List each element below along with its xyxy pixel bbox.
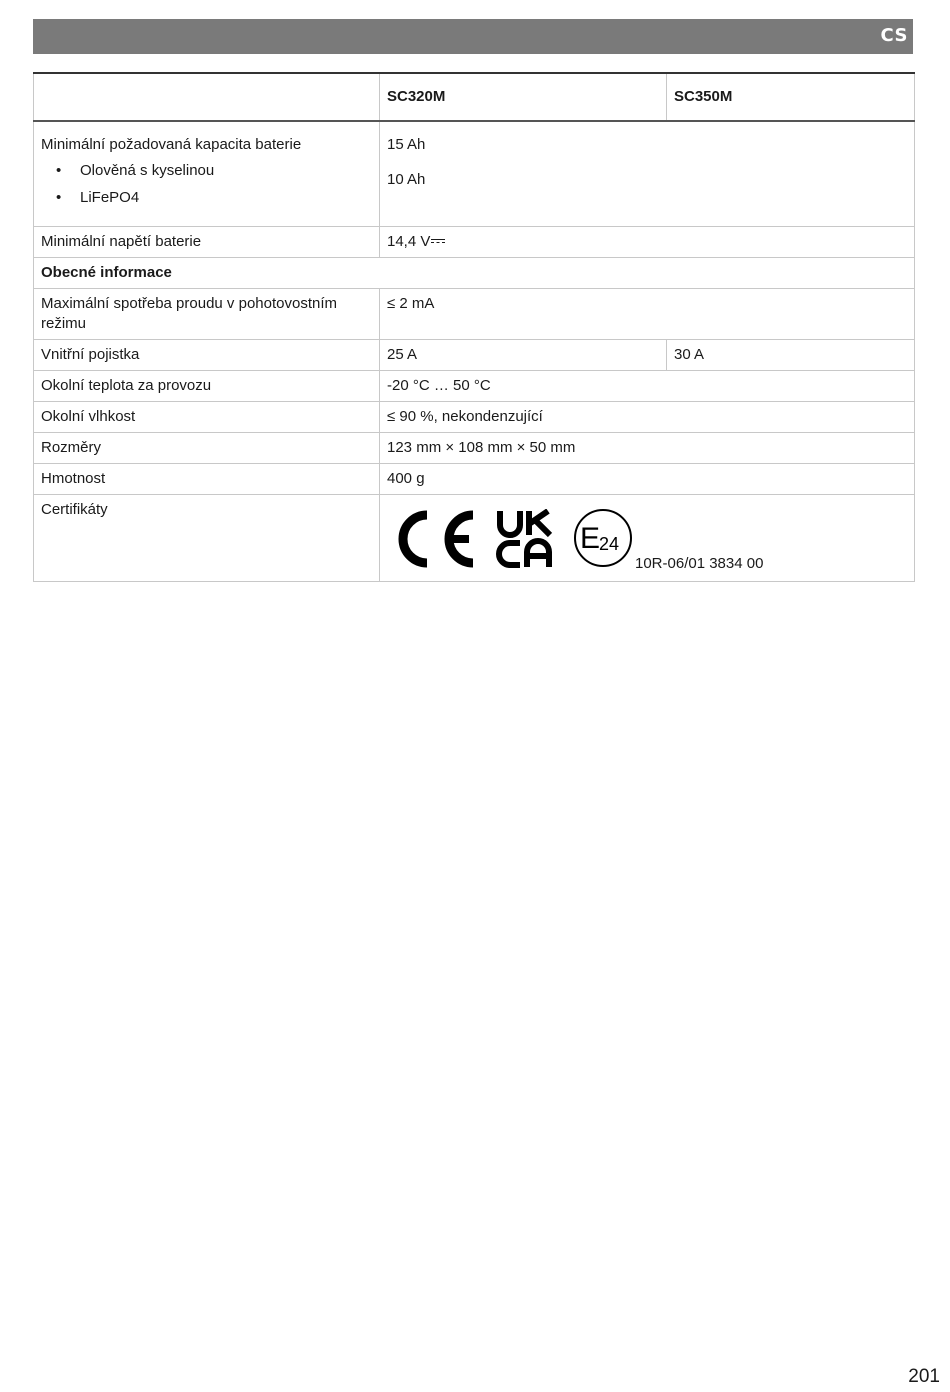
battery-type-list	[41, 161, 372, 208]
table-row-dimensions	[34, 433, 915, 464]
battery-type-lifepo4: LiFePO4	[80, 189, 140, 206]
language-header-bar	[33, 19, 913, 54]
battery-voltage-label: Minimální napětí baterie	[34, 227, 380, 258]
e24-mark-icon	[572, 507, 634, 569]
table-row-battery-capacity	[34, 121, 915, 227]
ambient-temp-value: -20 °C … 50 °C	[380, 371, 915, 402]
battery-capacity-values-cell	[380, 121, 915, 227]
fuse-label: Vnitřní pojistka	[34, 340, 380, 371]
table-row-fuse	[34, 340, 915, 371]
battery-type-lead-acid: Olověná s kyselinou	[80, 162, 215, 179]
section-general-label: Obecné informace	[34, 258, 667, 289]
list-item	[41, 188, 372, 208]
language-code: CS	[880, 25, 908, 46]
certificates-cell	[380, 495, 915, 582]
table-row-battery-voltage	[34, 227, 915, 258]
ukca-mark-icon	[496, 509, 556, 569]
list-item	[41, 161, 372, 181]
battery-capacity-label-cell	[34, 121, 380, 227]
standby-current-value: ≤ 2 mA	[380, 289, 915, 340]
table-row-humidity	[34, 402, 915, 433]
section-general-empty	[667, 258, 915, 289]
fuse-value-sc350m: 30 A	[667, 340, 915, 371]
table-row-weight	[34, 464, 915, 495]
page-number: 201	[908, 1366, 940, 1387]
humidity-value: ≤ 90 %, nekondenzující	[380, 402, 915, 433]
battery-voltage-value-cell	[380, 227, 915, 258]
svg-text:E: E	[580, 522, 601, 555]
bullet-icon: •	[56, 189, 62, 206]
svg-text:24: 24	[599, 534, 620, 554]
humidity-label: Okolní vlhkost	[34, 402, 380, 433]
direct-current-icon	[431, 236, 445, 246]
specifications-table	[33, 72, 915, 582]
battery-voltage-value: 14,4 V	[387, 233, 431, 250]
weight-value: 400 g	[380, 464, 915, 495]
table-row-section-general	[34, 258, 915, 289]
ce-mark-icon	[396, 509, 478, 569]
standby-current-label: Maximální spotřeba proudu v pohotovostním režimu	[34, 289, 380, 340]
table-header-row	[34, 73, 915, 121]
weight-label: Hmotnost	[34, 464, 380, 495]
ambient-temp-label: Okolní teplota za provozu	[34, 371, 380, 402]
dimensions-value: 123 mm × 108 mm × 50 mm	[380, 433, 915, 464]
header-sc350m: SC350M	[667, 73, 915, 121]
battery-capacity-label: Minimální požadovaná kapacita baterie	[41, 136, 302, 153]
capacity-lead-acid-value: 15 Ah	[387, 136, 426, 153]
header-empty-cell	[34, 73, 380, 121]
bullet-icon: •	[56, 162, 62, 179]
approval-number: 10R-06/01 3834 00	[635, 555, 764, 572]
table-row-standby-current	[34, 289, 915, 340]
capacity-lifepo4-value: 10 Ah	[387, 171, 426, 188]
fuse-value-sc320m: 25 A	[380, 340, 667, 371]
certificates-label: Certifikáty	[34, 495, 380, 582]
dimensions-label: Rozměry	[34, 433, 380, 464]
table-row-certificates	[34, 495, 915, 582]
certification-logos	[396, 507, 634, 569]
header-sc320m: SC320M	[380, 73, 667, 121]
table-row-ambient-temperature	[34, 371, 915, 402]
